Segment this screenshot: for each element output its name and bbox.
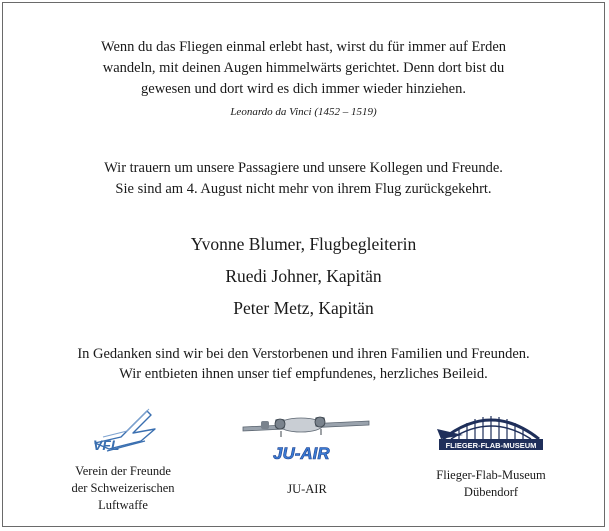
ju-air-logo-text: JU-AIR [273, 444, 330, 463]
org-label-museum [411, 467, 571, 501]
quote-line: Wenn du das Fliegen einmal erlebt hast, wirst du für immer auf Erden [100, 39, 507, 55]
org-label-line: JU-AIR [287, 482, 327, 496]
org-label-vfl [43, 463, 203, 514]
vfl-logo-text: VFL [93, 437, 120, 453]
org-label-line: Dübendorf [463, 485, 519, 499]
mourning-line: Wir trauern um unsere Passagiere und unsere Kollegen und Freunde. [104, 160, 503, 176]
org-label-line: der Schweizerischen [71, 481, 175, 495]
org-label-ju-air [227, 481, 387, 498]
name-entry: Yvonne Blumer, Flugbegleiterin [190, 234, 417, 254]
vfl-logo [87, 407, 159, 457]
condolence-notice [2, 2, 605, 527]
name-entry: Ruedi Johner, Kapitän [225, 266, 382, 286]
org-label-line: Verein der Freunde [75, 464, 171, 478]
quote-line: wandeln, mit deinen Augen himmelwärts gerichtet. Denn dort bist du [102, 60, 505, 76]
org-label-line: Luftwaffe [98, 498, 148, 512]
condolence-line: Wir entbieten ihnen unser tief empfundenes, herzliches Beileid. [119, 366, 488, 382]
mourning-line: Sie sind am 4. August nicht mehr von ihrem Flug zurückgekehrt. [115, 181, 492, 197]
ju-air-plane-logo [241, 405, 373, 465]
mourning-text [3, 158, 604, 200]
org-label-line: Flieger-Flab-Museum [436, 468, 546, 482]
names-list [3, 228, 604, 324]
condolence-text [3, 344, 604, 384]
museum-logo-text: FLIEGER-FLAB-MUSEUM [445, 441, 537, 450]
quote-text [3, 37, 604, 100]
flieger-flab-museum-logo [433, 409, 549, 451]
condolence-line: In Gedanken sind wir bei den Verstorbenen und ihren Familien und Freunden. [77, 346, 530, 362]
quote-author: Leonardo da Vinci (1452 – 1519) [230, 106, 377, 118]
name-entry: Peter Metz, Kapitän [233, 298, 374, 318]
quote-line: gewesen und dort wird es dich immer wieder hinziehen. [141, 81, 466, 97]
